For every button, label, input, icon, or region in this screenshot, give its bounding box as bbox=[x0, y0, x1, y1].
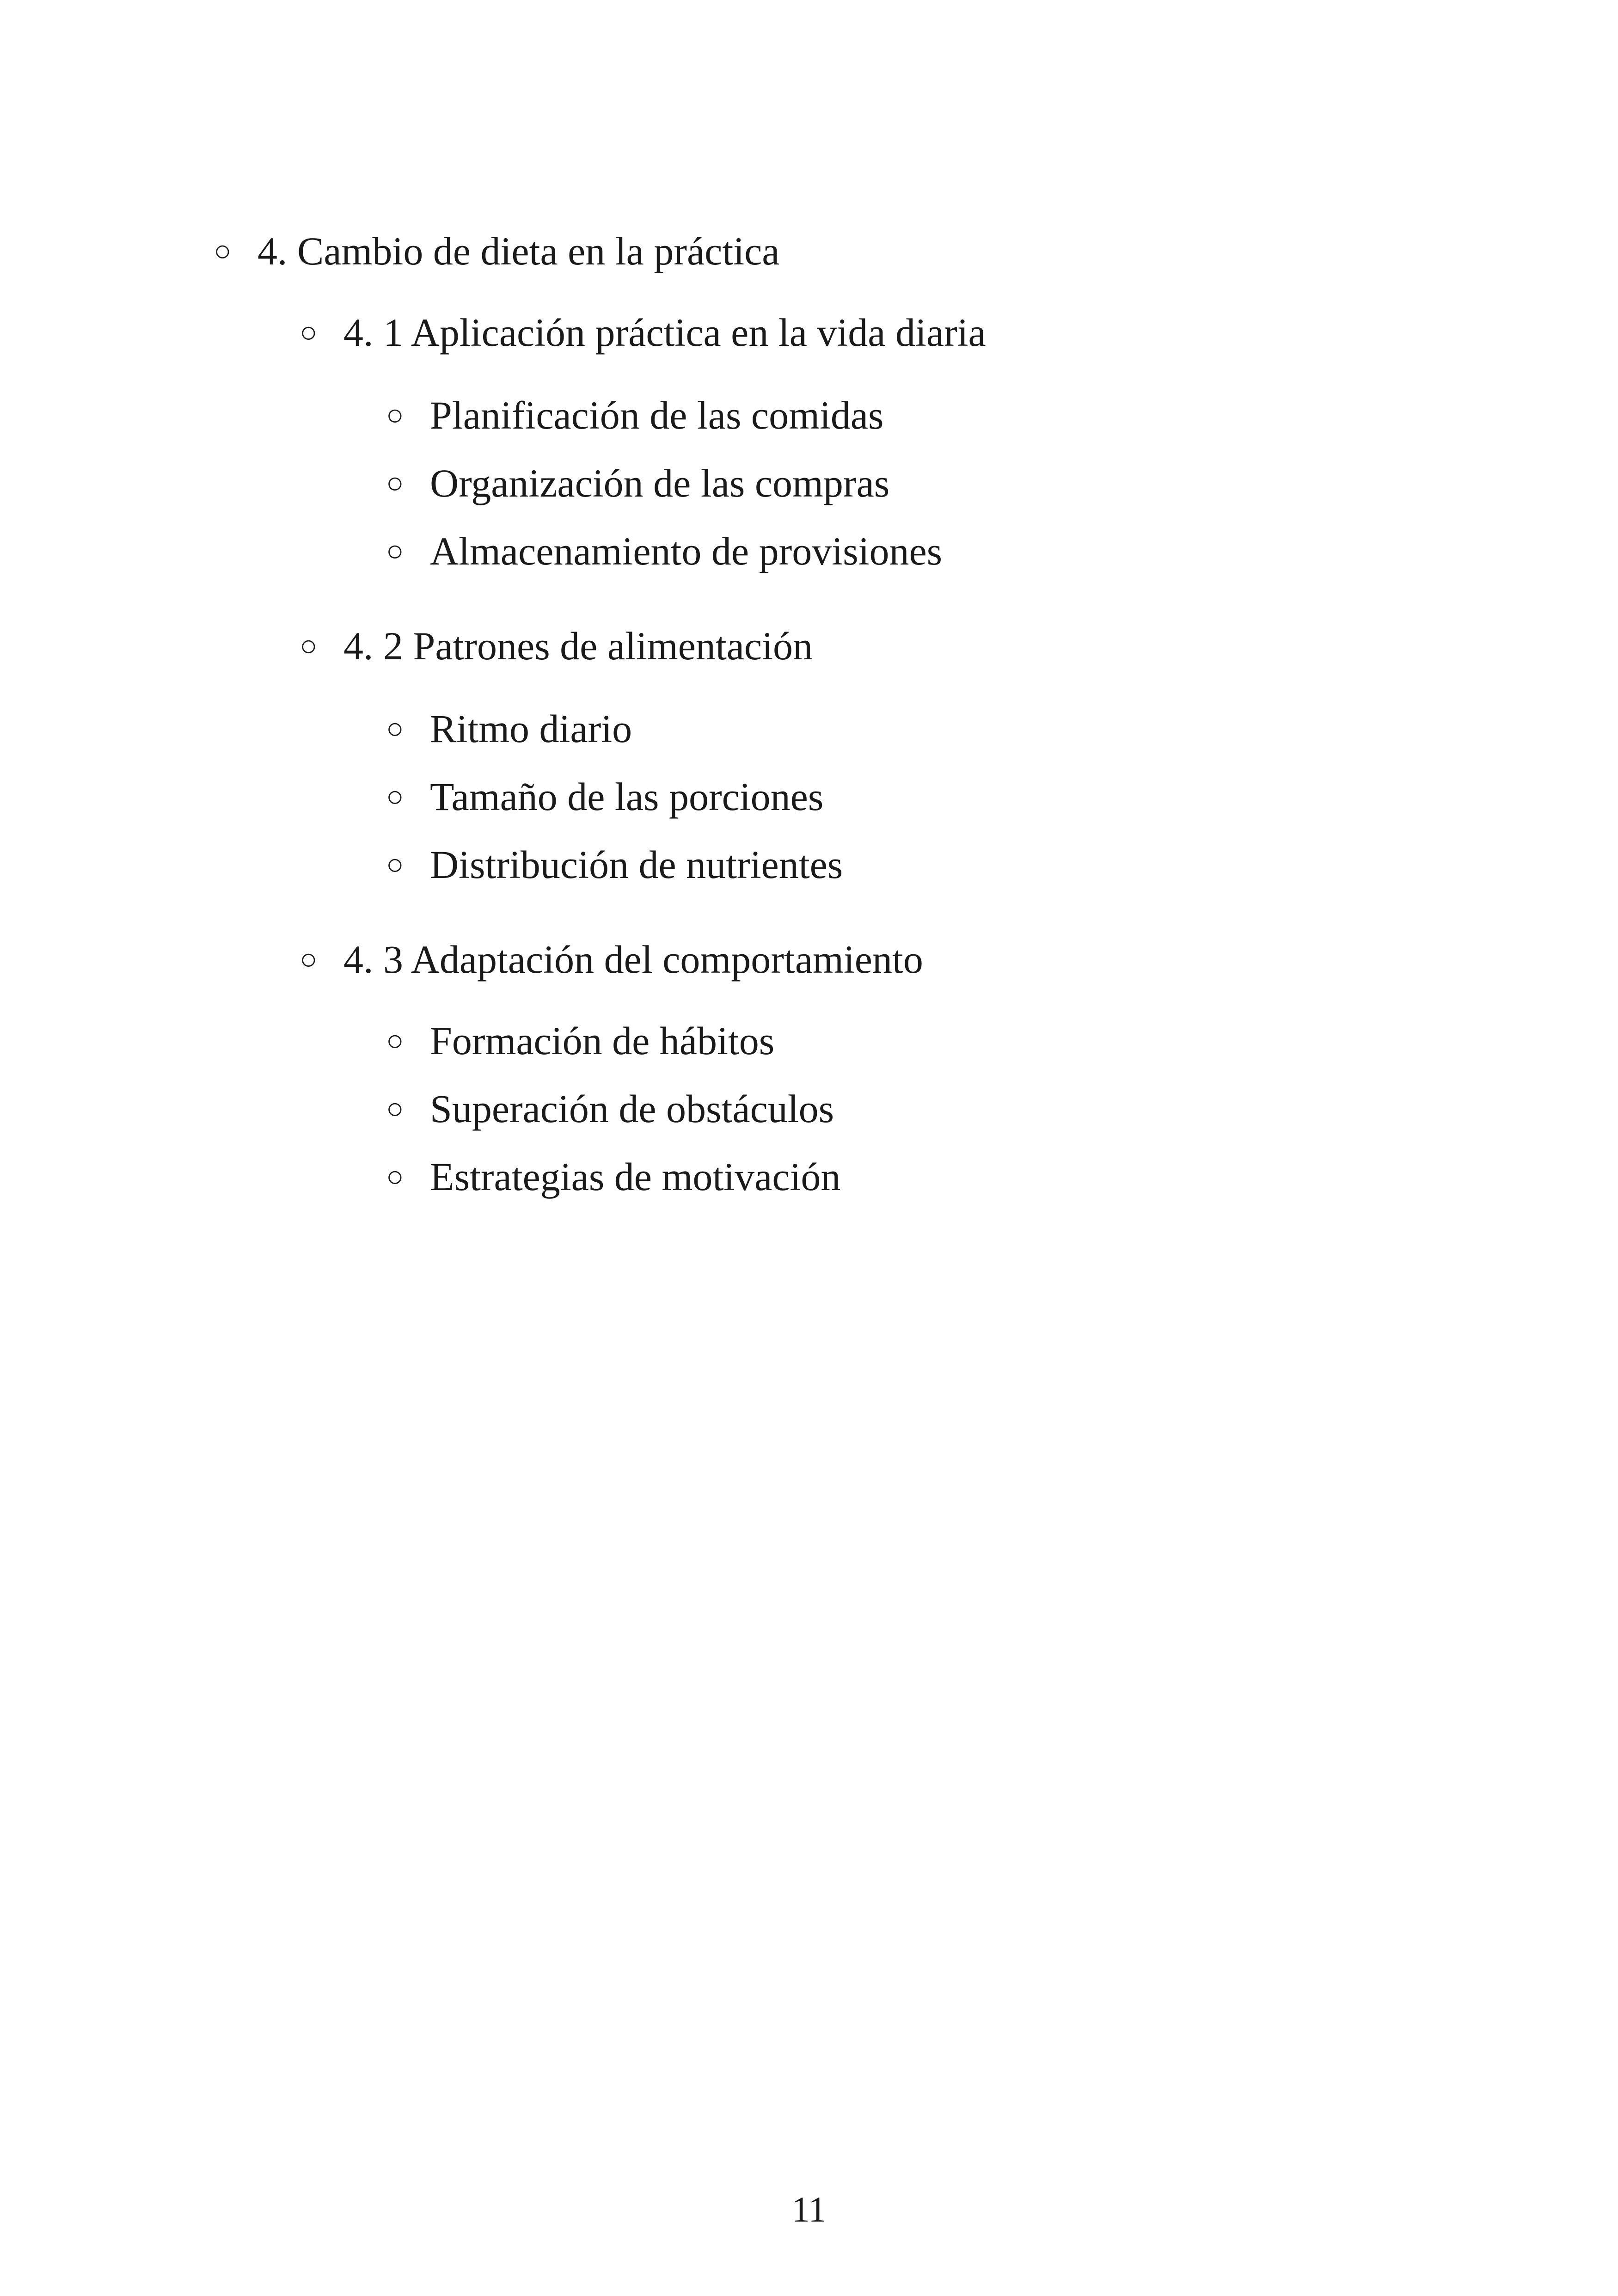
list-item bbox=[386, 463, 889, 503]
list-item-text: Tamaño de las porciones bbox=[430, 774, 824, 819]
list-item-text: Formación de hábitos bbox=[430, 1019, 775, 1063]
list-item bbox=[386, 1154, 841, 1199]
hollow-circle-bullet-icon: ○ bbox=[386, 534, 404, 567]
section-heading bbox=[214, 231, 779, 271]
list-item bbox=[386, 842, 843, 887]
hollow-circle-bullet-icon: ○ bbox=[386, 1024, 404, 1057]
subsection-heading-text: 4. 2 Patrones de alimentación bbox=[343, 624, 813, 668]
hollow-circle-bullet-icon: ○ bbox=[386, 712, 404, 745]
list-item-text: Distribución de nutrientes bbox=[430, 842, 843, 887]
list-item-text: Superación de obstáculos bbox=[430, 1087, 834, 1131]
list-item-text: Planificación de las comidas bbox=[430, 393, 884, 437]
hollow-circle-bullet-icon: ○ bbox=[386, 1092, 404, 1125]
page-number: 11 bbox=[791, 2189, 827, 2229]
list-item-text: Organización de las compras bbox=[430, 461, 890, 505]
hollow-circle-bullet-icon: ○ bbox=[386, 780, 404, 813]
hollow-circle-bullet-icon: ○ bbox=[300, 629, 318, 662]
list-item-text: Estrategias de motivación bbox=[430, 1154, 841, 1199]
list-item-text: Ritmo diario bbox=[430, 706, 632, 751]
list-item bbox=[386, 395, 884, 435]
list-item-text: Almacenamiento de provisiones bbox=[430, 529, 943, 573]
hollow-circle-bullet-icon: ○ bbox=[386, 848, 404, 881]
list-item bbox=[386, 1089, 834, 1129]
hollow-circle-bullet-icon: ○ bbox=[386, 467, 404, 499]
hollow-circle-bullet-icon: ○ bbox=[386, 399, 404, 431]
list-item bbox=[386, 774, 824, 819]
list-item bbox=[386, 531, 942, 571]
list-item bbox=[386, 1021, 774, 1061]
hollow-circle-bullet-icon: ○ bbox=[386, 1160, 404, 1193]
subsection-heading bbox=[300, 310, 986, 355]
hollow-circle-bullet-icon: ○ bbox=[300, 316, 318, 349]
list-item bbox=[386, 706, 632, 751]
subsection-heading bbox=[300, 626, 813, 666]
subsection-heading bbox=[300, 937, 923, 982]
subsection-heading-text: 4. 1 Aplicación práctica en la vida diaria bbox=[343, 310, 986, 355]
section-heading-text: 4. Cambio de dieta en la práctica bbox=[257, 229, 780, 273]
hollow-circle-bullet-icon: ○ bbox=[214, 234, 232, 267]
subsection-heading-text: 4. 3 Adaptación del comportamiento bbox=[343, 937, 923, 982]
hollow-circle-bullet-icon: ○ bbox=[300, 943, 318, 976]
